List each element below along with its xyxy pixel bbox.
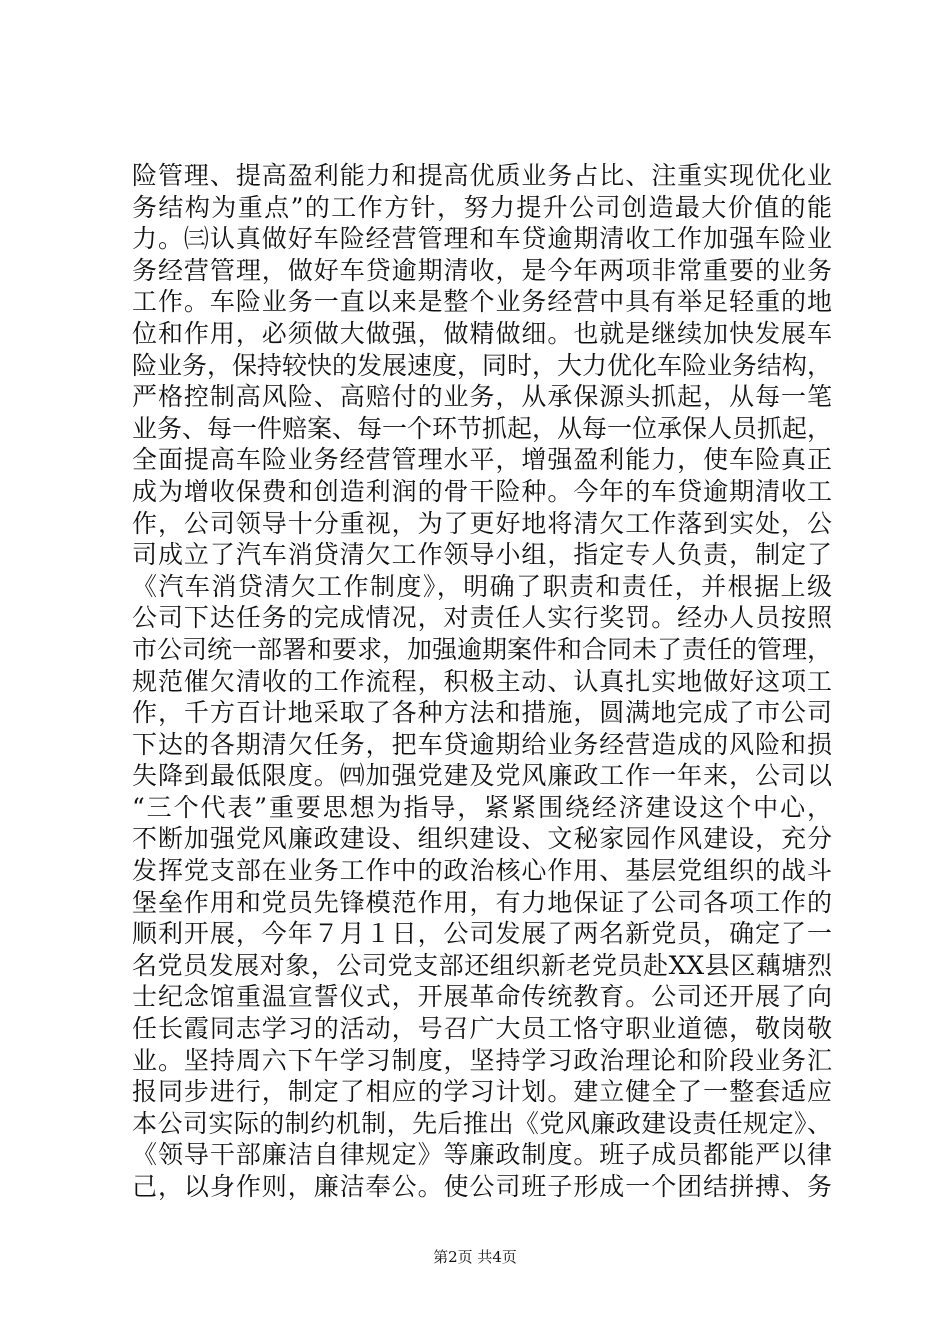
text-line: 任长霞同志学习的活动，号召广大员工恪守职业道德，敬岗敬 [132, 1014, 832, 1044]
text-line: 失降到最低限度。㈣加强党建及党风廉政工作一年来，公司以 [132, 761, 832, 791]
text-line: 《领导干部廉洁自律规定》等廉政制度。班子成员都能严以律 [132, 1140, 832, 1170]
text-line: 下达的各期清欠任务，把车贷逾期给业务经营造成的风险和损 [132, 729, 832, 759]
text-line: 全面提高车险业务经营管理水平，增强盈利能力，使车险真正 [132, 445, 832, 475]
body-text [132, 160, 832, 1203]
text-line: 作，公司领导十分重视，为了更好地将清欠工作落到实处，公 [132, 508, 832, 538]
text-line: 务经营管理，做好车贷逾期清收，是今年两项非常重要的业务 [132, 255, 832, 285]
text-line: 险业务，保持较快的发展速度，同时，大力优化车险业务结构， [132, 350, 833, 380]
text-line: 务结构为重点”的工作方针，努力提升公司创造最大价值的能 [132, 192, 832, 222]
text-line: 力。㈢认真做好车险经营管理和车贷逾期清收工作加强车险业 [132, 224, 832, 254]
text-line: 位和作用，必须做大做强，做精做细。也就是继续加快发展车 [132, 318, 832, 348]
text-line: 险管理、提高盈利能力和提高优质业务占比、注重实现优化业 [132, 161, 832, 190]
text-line: 工作。车险业务一直以来是整个业务经营中具有举足轻重的地 [132, 287, 832, 317]
text-line: 规范催欠清收的工作流程，积极主动、认真扎实地做好这项工 [132, 666, 832, 696]
text-line: 不断加强党风廉政建设、组织建设、文秘家园作风建设，充分 [132, 824, 832, 854]
text-line: 作，千方百计地采取了各种方法和措施，圆满地完成了市公司 [132, 698, 832, 728]
text-line: 本公司实际的制约机制，先后推出《党风廉政建设责任规定》、 [132, 1108, 832, 1138]
text-line: 公司下达任务的完成情况，对责任人实行奖罚。经办人员按照 [132, 603, 832, 633]
text-line: 士纪念馆重温宣誓仪式，开展革命传统教育。公司还开展了向 [132, 982, 832, 1012]
text-line: 成为增收保费和创造利润的骨干险种。今年的车贷逾期清收工 [132, 476, 832, 506]
text-line: 顺利开展，今年７月１日，公司发展了两名新党员，确定了一 [132, 919, 832, 949]
text-line: 报同步进行，制定了相应的学习计划。建立健全了一整套适应 [132, 1077, 832, 1107]
text-line: 己，以身作则，廉洁奉公。使公司班子形成一个团结拼搏、务 [132, 1172, 832, 1201]
text-line: 市公司统一部署和要求，加强逾期案件和合同未了责任的管理， [132, 634, 833, 664]
text-line: 《汽车消贷清欠工作制度》，明确了职责和责任，并根据上级 [132, 571, 832, 601]
text-line: 名党员发展对象，公司党支部还组织新老党员赴XX县区藕塘烈 [132, 950, 832, 980]
text-line: 业务、每一件赔案、每一个环节抓起，从每一位承保人员抓起， [132, 413, 833, 443]
text-line: 严格控制高风险、高赔付的业务，从承保源头抓起，从每一笔 [132, 382, 832, 412]
page-footer: 第2页 共4页 [433, 1248, 517, 1266]
text-line: “三个代表”重要思想为指导，紧紧围绕经济建设这个中心， [132, 792, 832, 822]
text-line: 堡垒作用和党员先锋模范作用，有力地保证了公司各项工作的 [132, 887, 832, 917]
text-line: 发挥党支部在业务工作中的政治核心作用、基层党组织的战斗 [132, 856, 832, 886]
text-line: 司成立了汽车消贷清欠工作领导小组，指定专人负责，制定了 [132, 540, 832, 570]
text-line: 业。坚持周六下午学习制度，坚持学习政治理论和阶段业务汇 [132, 1045, 832, 1075]
